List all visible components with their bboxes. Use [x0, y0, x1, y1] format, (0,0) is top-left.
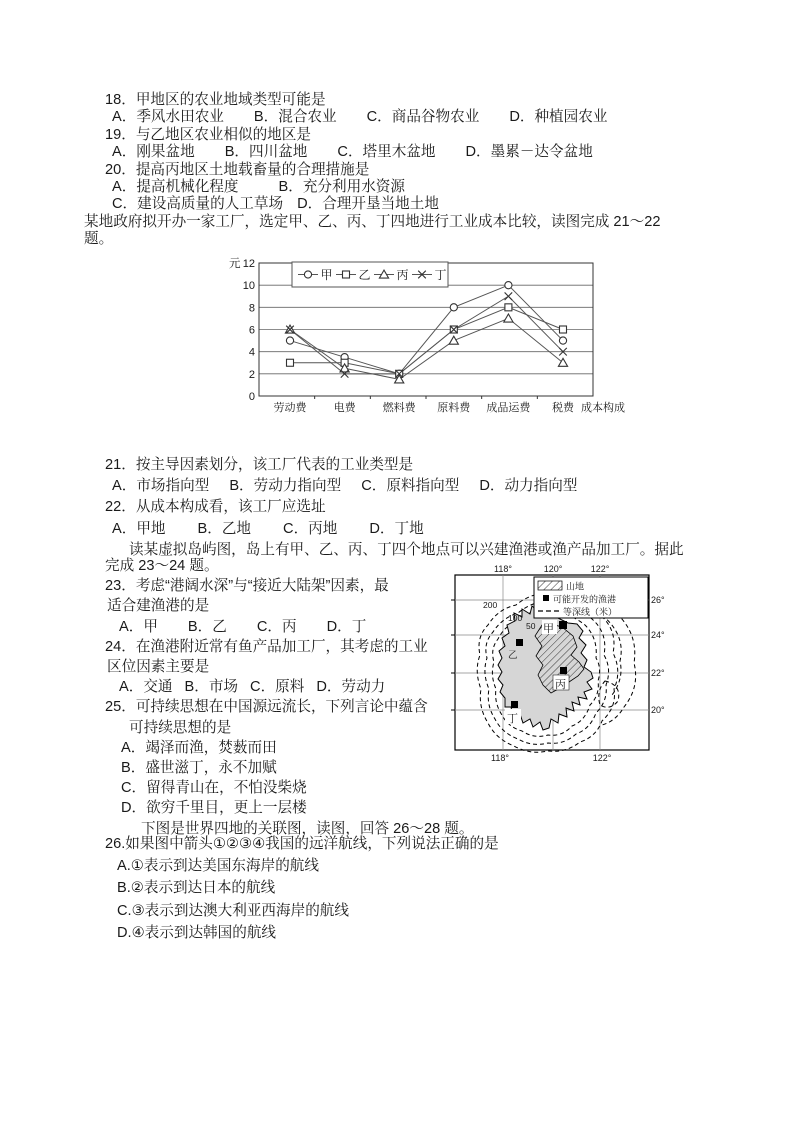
- contour-label-200: 200: [483, 600, 498, 610]
- right-label-26: 26°: [651, 595, 665, 605]
- option-c: C．塔里木盆地: [337, 144, 436, 161]
- option-a: A．季风水田农业: [112, 109, 224, 126]
- option-d: D．动力指向型: [479, 478, 578, 495]
- question-25-option-b: B．盛世滋丁，永不加赋: [121, 760, 277, 777]
- option-b: B．劳动力指向型: [229, 478, 342, 495]
- questions-21-22-block: [84, 455, 729, 561]
- legend-port: 可能开发的渔港: [553, 594, 617, 605]
- intro-21-22-line2: 题。: [84, 231, 114, 248]
- question-22-options: [84, 519, 729, 540]
- question-19-stem: 19．与乙地区农业相似的地区是: [105, 126, 311, 143]
- bottom-label-122: 122°: [592, 753, 612, 763]
- option-b: B．混合农业: [253, 109, 337, 126]
- question-23-stem-line1: 23．考虑“港阔水深”与“接近大陆架”因素，最: [105, 578, 389, 595]
- island-map: [450, 563, 665, 768]
- port-marker-yi: [516, 639, 523, 646]
- legend-label: 丁: [434, 268, 447, 282]
- question-26-option-b: B.②表示到达日本的航线: [117, 880, 276, 897]
- option-c: C．建设高质量的人工草场: [112, 196, 284, 213]
- question-20-options-line2: [84, 196, 724, 213]
- top-label-118: 118°: [494, 564, 512, 574]
- point-label-yi: 乙: [508, 650, 518, 661]
- circle-marker: [559, 337, 566, 344]
- circle-marker: [450, 304, 457, 311]
- square-marker: [505, 304, 512, 311]
- option-c: C．商品谷物农业: [366, 109, 480, 126]
- option-d: D．墨累－达令盆地: [465, 144, 593, 161]
- x-category-label: 劳动费: [273, 402, 307, 414]
- option-b: B．充分利用水资源: [278, 179, 405, 196]
- legend-isobath: 等深线（米）: [563, 607, 618, 617]
- square-marker: [343, 271, 350, 278]
- questions-23-25-block: [84, 556, 474, 839]
- x-category-label: 燃料费: [382, 402, 416, 414]
- legend-mountain: 山地: [566, 581, 585, 592]
- question-25-option-c: C．留得青山在，不怕没柴烧: [121, 780, 307, 797]
- question-24-stem-line2: 区位因素主要是: [107, 659, 210, 676]
- question-24-stem-line1: 24．在渔港附近常有鱼产品加工厂，其考虑的工业: [105, 638, 428, 655]
- option-a: A．市场指向型: [112, 478, 210, 495]
- question-25-stem-line1: 25．可持续思想在中国源远流长，下列言论中蕴含: [105, 699, 428, 716]
- option-c: C．丙地: [283, 520, 338, 537]
- option-d: D．劳动力: [316, 679, 386, 696]
- option-d: D．合理开垦当地土地: [297, 196, 439, 213]
- x-axis-title: 成本构成: [581, 402, 625, 414]
- question-19-options: [84, 144, 724, 161]
- right-label-22: 22°: [651, 668, 665, 678]
- point-label-ding: 丁: [507, 713, 518, 725]
- option-c: C．原料: [250, 679, 305, 696]
- y-tick-label: 10: [242, 280, 255, 293]
- y-tick-label: 6: [248, 324, 255, 337]
- option-a: A．刚果盆地: [112, 144, 195, 161]
- y-tick-label: 0: [248, 391, 255, 403]
- question-26-option-c: C.③表示到达澳大利亚西海岸的航线: [117, 902, 349, 919]
- top-label-120: 120°: [543, 564, 563, 574]
- question-23-stem-line2: 适合建渔港的是: [107, 598, 210, 615]
- option-b: B．四川盆地: [224, 144, 308, 161]
- legend-label: 丙: [396, 268, 409, 282]
- triangle-marker: [449, 336, 458, 344]
- option-d: D．丁地: [369, 520, 424, 537]
- question-25-stem-line2: 可持续思想的是: [129, 719, 232, 736]
- question-21-options: [84, 476, 729, 497]
- question-21-stem: 21．按主导因素划分，该工厂代表的工业类型是: [105, 457, 414, 473]
- option-b: B．乙地: [197, 520, 252, 537]
- port-marker-ding: [511, 701, 518, 708]
- bottom-label-118: 118°: [491, 753, 509, 763]
- y-tick-label: 4: [248, 346, 255, 359]
- series-line: [290, 318, 563, 379]
- option-c: C．丙: [256, 618, 297, 635]
- question-26-option-a: A.①表示到达美国东海岸的航线: [117, 858, 319, 875]
- contour-label-100: 100: [508, 613, 523, 623]
- island-map-figure: [450, 563, 665, 773]
- triangle-marker: [504, 314, 513, 322]
- point-label-jia: 甲: [543, 623, 554, 635]
- x-category-label: 原料费: [437, 402, 471, 414]
- question-25-option-d: D．欲穷千里目，更上一层楼: [121, 800, 307, 817]
- question-18-options: [84, 109, 724, 126]
- circle-marker: [304, 271, 311, 278]
- question-26-block: [84, 833, 729, 944]
- cost-chart-figure: [225, 250, 645, 429]
- right-label-20: 20°: [651, 705, 665, 715]
- option-b: B．市场: [184, 679, 239, 696]
- option-c: C．原料指向型: [361, 478, 460, 495]
- option-d: D．丁: [326, 618, 367, 635]
- question-24-options: [84, 677, 456, 697]
- question-25-option-a: A．竭泽而渔，焚薮而田: [121, 739, 277, 756]
- port-marker-jia: [559, 621, 567, 629]
- top-label-122: 122°: [590, 564, 610, 574]
- series-line: [290, 296, 563, 374]
- intro-26-28: 下图是世界四地的关联图，读图，回答 26～28 题。: [141, 820, 474, 837]
- square-marker: [560, 326, 567, 333]
- circle-marker: [286, 337, 293, 344]
- right-label-24: 24°: [651, 630, 665, 640]
- cost-line-chart: [225, 250, 645, 424]
- intro-21-22-line1: 某地政府拟开办一家工厂，选定甲、乙、丙、丁四地进行工业成本比较，读图完成 21～22: [84, 213, 661, 230]
- question-20-stem: 20．提高丙地区土地载畜量的合理措施是: [105, 161, 370, 178]
- option-a: A．交通: [119, 679, 173, 696]
- y-tick-label: 2: [248, 368, 255, 381]
- port-marker-bing: [560, 667, 567, 674]
- x-marker: [505, 292, 513, 300]
- intro-23-24-line2: 完成 23～24 题。: [105, 558, 219, 574]
- point-label-bing: 丙: [555, 679, 566, 691]
- legend-label: 乙: [358, 268, 371, 282]
- legend-label: 甲: [320, 268, 333, 282]
- question-20-options-line1: [84, 179, 724, 196]
- option-b: B．乙: [187, 618, 227, 635]
- circle-marker: [505, 282, 512, 289]
- question-18-stem: 18．甲地区的农业地域类型可能是: [105, 92, 326, 108]
- option-a: A．甲地: [112, 520, 166, 537]
- mountain-swatch: [538, 581, 562, 590]
- question-23-options: [84, 617, 456, 637]
- y-axis-unit-label: 元: [229, 258, 241, 270]
- option-a: A．甲: [119, 618, 158, 635]
- question-26-stem: 26.如果图中箭头①②③④我国的远洋航线，下列说法正确的是: [105, 836, 499, 852]
- option-d: D．种植园农业: [509, 109, 608, 126]
- questions-18-20-block: [84, 92, 724, 249]
- x-category-label: 电费: [333, 402, 356, 414]
- question-26-option-d: D.④表示到达韩国的航线: [117, 924, 277, 941]
- contour-label-50: 50: [526, 621, 536, 631]
- y-tick-label: 12: [242, 258, 255, 270]
- map-legend: [534, 577, 648, 618]
- y-tick-label: 8: [248, 302, 255, 315]
- x-category-label: 税费: [552, 402, 574, 414]
- option-a: A．提高机械化程度: [112, 179, 239, 196]
- x-category-label: 成品运费: [486, 402, 531, 414]
- question-22-stem: 22．从成本构成看，该工厂应选址: [105, 499, 326, 516]
- square-marker: [287, 359, 294, 366]
- port-swatch: [543, 595, 549, 601]
- intro-23-24-line1: 读某虚拟岛屿图，岛上有甲、乙、丙、丁四个地点可以兴建渔港或渔产品加工厂。据此: [129, 541, 684, 558]
